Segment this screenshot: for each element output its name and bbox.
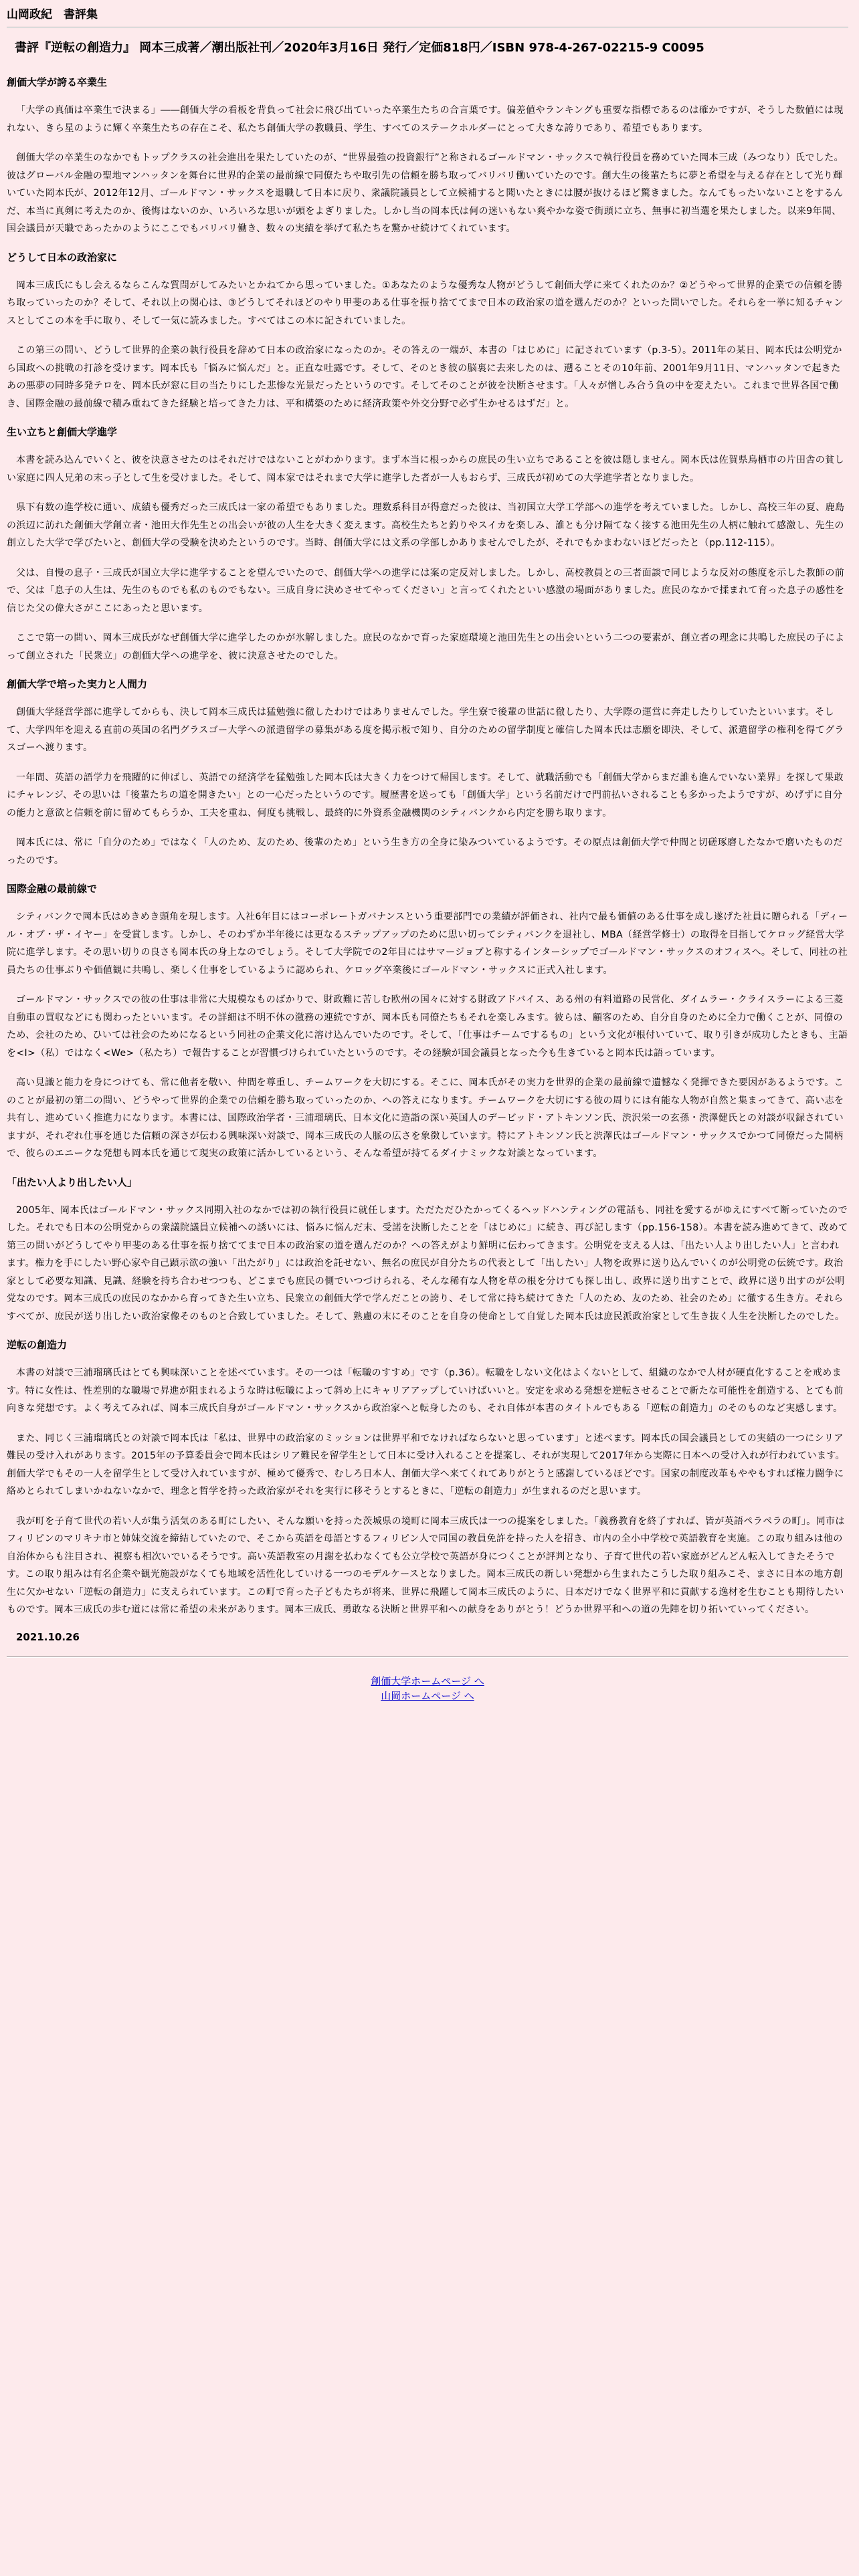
section-heading: 国際金融の最前線で — [7, 883, 98, 895]
site-title: 山岡政紀 書評集 — [7, 8, 98, 21]
section-heading: 逆転の創造力 — [7, 1339, 68, 1351]
header-divider — [7, 27, 848, 28]
section-4 — [7, 677, 848, 869]
section-1 — [7, 75, 848, 238]
paragraph: 父は、自慢の息子・三成氏が国立大学に進学することを望んでいたので、創価大学への進学には案の定反対しました。しかし、高校教員との三者面談で同じような反対の態度を示した教師の前で、父は「息子の人生は、先生のものでも私のものでもない。三成自身に決めさせてやってください」と言ってくれたといい感激の場面がありました。庶民のなかで揉まれて育った息子の感性を信じた父の偉大さがここにあったと思います。 — [7, 567, 845, 614]
paragraph: シティバンクで岡本氏はめきめき頭角を現します。入社6年目にはコーポレートガバナンスという重要部門での業績が評価され、社内で最も価値のある仕事を成し遂げた社員に贈られる「ディール・オブ・ザ・イヤー」を受賞します。しかし、そのわずか半年後には更なるステップアップのために思い切ってシティバンクを退社し、MBA（経営学修士）の取得を目指してケロッグ経営大学院に進学します。その思い切りの良さも岡本氏の身上なのでしょう。そして大学院での2年目にはサマージョブと称するインターシップでゴールドマン・サックスのオフィスへ。そして、同社の社員たちの仕事ぶりや価値観に共鳴し、楽しく仕事をしているように認められ、ケロッグ卒業後にゴールドマン・サックスに正式入社します。 — [7, 911, 848, 976]
paragraph: 一年間、英語の語学力を飛躍的に伸ばし、英語での経済学を猛勉強した岡本氏は大きく力をつけて帰国します。そして、就職活動でも「創価大学からまだ誰も進んでいない業界」を探して果敢にチャレンジ、その思いは「後輩たちの道を開きたい」との一心だったというのです。履歴書を送っても「創価大学」という名前だけで門前払いされることも多かったようですが、めげずに自分の能力と意欲と信頼を前に留めてもらうか、工夫を重ね、何度も挑戦し、最終的に外資系金融機関のシティバンクから内定を勝ち取ります。 — [7, 772, 844, 819]
paragraph: 本書を読み込んでいくと、彼を決意させたのはそれだけではないことがわかります。まず本当に根っからの庶民の生い立ちであることを彼は隠しません。岡本氏は佐賀県鳥栖市の片田舎の貧しい家庭に四人兄弟の末っ子として生を受けました。そして、岡本家ではそれまで大学に進学した者が一人もおらず、三成氏が初めての大学進学者となりました。 — [7, 455, 844, 484]
paragraph: 創価大学の卒業生のなかでもトップクラスの社会進出を果たしていたのが、“世界最強の投資銀行”と称されるゴールドマン・サックスで執行役員を務めていた岡本三成（みつなり）氏でした。彼はグローバル金融の聖地マンハッタンを舞台に世界的企業の最前線で同僚たちや取引先の信頼を勝ち取ってバリバリ働いていたのです。創大生の後輩たちに夢と希望を与える存在として光り輝いていた岡本氏が、2012年12月、ゴールドマン・サックスを退職して日本に戻り、衆議院議員として立候補すると聞いたときには腰が抜けるほど驚きました。なんてもったいないことをするんだ、本当に真剣に考えたのか、後悔はないのか、いろいろな思いが頭をよぎりました。しかし当の岡本氏は何の迷いもない爽やかな姿で街頭に立ち、無事に初当選を果たしました。以来9年間、国会議員が天職であったかのようにここでもバリバリ働き、数々の実績を挙げて私たちを驚かせ続けてくれています。 — [7, 152, 844, 234]
paragraph: 「大学の真価は卒業生で決まる」――創価大学の看板を背負って社会に飛び出ていった卒業生たちの合言葉です。偏差値やランキングも重要な指標であるのは確かですが、そうした数値には現れない、きら星のように輝く卒業生たちの存在こそ、私たち創価大学の教職員、学生、すべてのステークホルダーにとって大きな誇りであり、希望でもあります。 — [7, 105, 844, 134]
section-2 — [7, 250, 848, 413]
paragraph: 高い見識と能力を身につけても、常に他者を敬い、仲間を尊重し、チームワークを大切にする。そこに、岡本氏がその実力を世界的企業の最前線で遺憾なく発揮できた要因があるようです。このことが最初の第二の問い、どうやって世界的企業での信頼を勝ち取っていったのか、への答えになります。チームワークを大切にする彼の周りには有能な人物が自然と集まってきて、高い志を共有し、進めていく推進力になります。本書には、国際政治学者・三浦瑠璃氏、日本文化に造詣の深い英国人のデービッド・アトキンソン氏、渋沢栄一の玄孫・渋澤健氏との対談が収録されていますが、それぞれ仕事を通じた信頼の深さが伝わる興味深い対談で、岡本三成氏の人脈の広さを象徴しています。特にアトキンソン氏と渋澤氏はゴールドマン・サックスでかつて同僚だった間柄で、彼らのエニークな発想も岡本氏を通じて現実の政策に活かしているという、そんな希望が持てるダイナミックな対談となっています。 — [7, 1077, 844, 1159]
paragraph: ゴールドマン・サックスでの彼の仕事は非常に大規模なものばかりで、財政難に苦しむ欧州の国々に対する財政アドバイス、ある州の有料道路の民営化、ダイムラー・クライスラーによる三菱自動車の買収などにも関わったといいます。その詳細は不明不休の激務の連続ですが、岡本氏も同僚たちもそれを楽しみます。彼らは、顧客のため、自分自身のために全力で働くことが、同僚のため、会社のため、ひいては社会のためになるという同社の企業文化に溶け込んでいたのです。そして、「仕事はチームでするもの」という文化が根付いていて、取り引きが成功したときも、主語を<I>（私）ではなく<We>（私たち）で報告することが習慣づけられていたというのです。その経験が国会議員となった今も生きていると岡本氏は語っています。 — [7, 994, 848, 1059]
paragraph: 県下有数の進学校に通い、成績も優秀だった三成氏は一家の希望でもありました。理数系科目が得意だった彼は、当初国立大学工学部への進学を考えていました。しかし、高校三年の夏、鹿島の浜辺に訪れた創価大学創立者・池田大作先生との出会いが彼の人生を大きく変えます。高校生たちと釣りやスイカを楽しみ、誰とも分け隔てなく接する池田先生の人柄に触れて感激し、先生の創立した大学で学びたいと、創価大学の受験を決めたというのです。当時、創価大学には文系の学部しかありませんでしたが、それでもかまわないほどだったと（pp.112-115）。 — [7, 502, 845, 548]
link-yamaoka-home[interactable]: 山岡ホームページ へ — [381, 1689, 474, 1702]
section-6 — [7, 1175, 848, 1326]
section-5 — [7, 881, 848, 1163]
paragraph: この第三の問い、どうして世界的企業の執行役員を辞めて日本の政治家になったのか。その答えの一端が、本書の「はじめに」に記されています（p.3-5）。2011年の某日、岡本氏は公明党から国政への挑戦の打診を受けます。岡本氏も「悩みに悩んだ」と。正直な吐露です。そして、そのとき彼の脳裏に去来したのは、遡ることその10年前、2001年9月11日、マンハッタンで起きたあの悪夢の同時多発テロを、岡本氏が窓に目の当たりにした悲惨な光景だったというのです。そしてそのことが彼を決断させます。「人々が憎しみ合う負の中を変えたい。これまで世界各国で働き、国際金融の最前線で積み重ねてきた経験と培ってきた力は、平和構築のために経済政策や外交分野で必ず生かせるはずだ」と。 — [7, 345, 842, 409]
section-heading: どうして日本の政治家に — [7, 251, 118, 263]
book-title: 書評『逆転の創造力』 岡本三成著／潮出版社刊／2020年3月16日 発行／定価818円／ISBN 978-4-267-02215-9 C0095 — [15, 41, 704, 55]
section-heading: 創価大学で培った実力と人間力 — [7, 678, 148, 690]
paragraph: 岡本氏には、常に「自分のため」ではなく「人のため、友のため、後輩のため」という生き方の全身に染みついているようです。その原点は創価大学で仲間と切磋琢磨したなかで磨いたものだったのです。 — [7, 837, 843, 866]
paragraph: 2005年、岡本氏はゴールドマン・サックス同期入社のなかでは初の執行役員に就任します。ただただひたかってくるヘッドハンティングの電話も、同社を愛するがゆえにすべて断っていたのでした。それでも日本の公明党からの衆議院議員立候補への誘いには、悩みに悩んだ末、受諾を決断したことを「はじめに」に続き、再び記します（pp.156-158）。本書を読み進めてきて、改めて第三の問いがどうしてやり甲斐のある仕事を振り捨ててまで日本の政治家の道を選んだのか？への答えがより鮮明に伝わってきます。公明党を支える人は、「出たい人より出したい人」と言われます。権力を手にしたい野心家や自己顕示欲の強い「出たがり」には政治を託せない、無名の庶民が自分たちの代表として「出したい」人物を政界に送り込んでいくのが公明党の伝統です。政治家として必要な知識、見識、経験を持ち合わせつつも、どこまでも庶民の側でいつづけられる、そんな稀有な人物を草の根を分けても探し出し、政界に送り出すことで、政界に送り出すのが公明党なのです。岡本三成氏の庶民のなかから育ってきた生い立ち、民衆立の創価大学で学んだことの誇り、そして常に持ち続けてきた「人のため、友のため、社会のため」に徹する生き方。それらすべてが、庶民が送り出したい政治家像そのものと合致していました。そして、熟慮の末にそのことを自身の使命として自覚した岡本氏は庶民派政治家として生き抜く人生を決断したのでした。 — [7, 1204, 848, 1322]
footer-links — [7, 1674, 848, 1703]
section-heading: 生い立ちと創価大学進学 — [7, 426, 118, 438]
paragraph: ここで第一の問い、岡本三成氏がなぜ創価大学に進学したのかが氷解しました。庶民のなかで育った家庭環境と池田先生との出会いという二つの要素が、創立者の理念に共鳴した庶民の子によって創立された「民衆立」の創価大学への進学を、彼に決意させたのでした。 — [7, 633, 845, 661]
section-7 — [7, 1337, 848, 1619]
paragraph: 我が町を子育て世代の若い人が集う活気のある町にしたい、そんな願いを持った茨城県の境町に岡本三成氏は一つの提案をしました。「義務教育を終了すれば、皆が英語ペラペラの町」。同市はフィリピンのマリキナ市と姉妹交流を締結していたので、そこから英語を母語とするフィリピン人で同国の教員免許を持った人を招き、市内の全小中学校で英語教育を実施。この取り組みは他の自治体からも注目され、視察も相次いでいるそうです。高い英語教室の月謝を払わなくても公立学校で英語が身につくことが評判となり、子育て世代の若い家庭がどんどん転入してきたそうです。この取り組みは有名企業や観光施設がなくても地域を活性化していける一つのモデルケースとなりました。岡本三成氏の新しい発想から生まれたこうした取り組みこそ、まさに日本の地方創生に欠かせない「逆転の創造力」に支えられています。この町で育った子どもたちが将来、世界に飛躍して岡本三成氏のように、日本だけでなく世界平和に貢献する逸材を生むことも期待したいものです。岡本三成氏の歩む道には常に希望の未来があります。岡本三成氏、勇敢なる決断と世界平和への献身をありがとう！どうか世界平和への道の先陣を切り拓いていってください。 — [7, 1515, 845, 1615]
paragraph: 岡本三成氏にもし会えるならこんな質問がしてみたいとかねてから思っていました。①あなたのような優秀な人物がどうして創価大学に来てくれたのか？②どうやって世界的企業での信頼を勝ち取っていったのか？そして、それ以上の関心は、③どうしてそれほどのやり甲斐のある仕事を振り捨ててまで日本の政治家の道を選んだのか？といった問いでした。それらを一挙に知るチャンスとしてこの本を手に取り、そして一気に読みました。すべてはこの本に記されていました。 — [7, 280, 844, 326]
publication-date: 2021.10.26 — [16, 1630, 80, 1643]
paragraph: 創価大学経営学部に進学してからも、決して岡本三成氏は猛勉強に徹したわけではありませんでした。学生寮で後輩の世話に徹したり、大学際の運営に奔走したりしていたといいます。そして、大学四年を迎える直前の英国の名門グラスゴー大学への派遣留学の募集がある度を掲示板で知り、自分のための留学制度と確信した岡本氏は志願を即決、そして、派遣留学の権利を得てグラスゴーへ渡ります。 — [7, 707, 844, 753]
footer-divider — [7, 1656, 848, 1658]
section-heading: 創価大学が誇る卒業生 — [7, 76, 108, 88]
paragraph: 本書の対談で三浦瑠璃氏はとても興味深いことを述べています。その一つは「転職のすすめ」です（p.36）。転職をしない文化はよくないとして、組織のなかで人材が硬直化することを戒めます。特に女性は、性差別的な職場で昇進が阻まれるような時は転職によって斜め上にキャリアアップしていけばいいと。安定を求める発想を逆転させることで新たな可能性を創造する、とても前向きな発想です。よく考えてみれば、岡本三成氏自身がゴールドマン・サックスから政治家へと転身したのも、それ自体が本書のタイトルでもある「逆転の創造力」のそのものなど実感します。 — [7, 1368, 844, 1414]
section-3 — [7, 425, 848, 665]
link-soka-university-home[interactable]: 創価大学ホームページ へ — [371, 1675, 484, 1687]
section-heading: 「出たい人より出したい人」 — [7, 1176, 138, 1188]
paragraph: また、同じく三浦瑠璃氏との対談で岡本氏は「私は、世界中の政治家のミッションは世界平和でなければならないと思っています」と述べます。岡本氏の国会議員としての実績の一つにシリア難民の受け入れがあります。2015年の予算委員会で岡本氏はシリア難民を留学生として日本に受け入れることを提案し、それが実現して2017年から実際に日本への受け入れが行われています。創価大学でもその一人を留学生として受け入れていますが、極めて優秀で、むしろ日本人、創価大学へ来てくれてありがとうと感謝しているほどです。国家の制度改革もややもすれば権力闘争に絡めとられてしまいかねないなかで、理念と哲学を持った政治家がそれを実行に移そうとするときに、「逆転の創造力」が生まれるのだと思います。 — [7, 1432, 846, 1497]
